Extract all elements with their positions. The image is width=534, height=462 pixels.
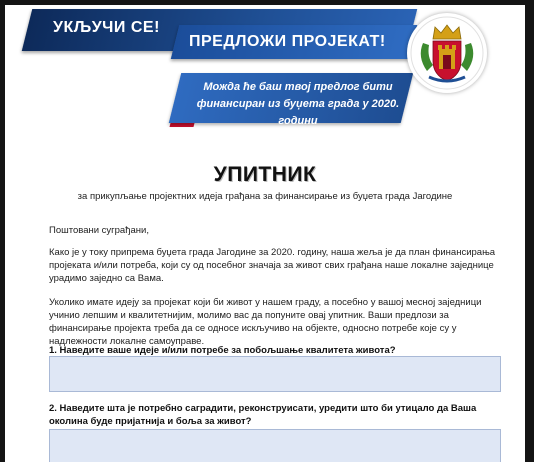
paragraph-2: Уколико имате идеју за пројекат који би живот у нашем граду, а посебно у вашој месној заједници учинио лепшим и квалитетнијим, молимо вас да попуните овај упитник. Ваши предлози за финансирање пројекта треба да се односе искључиво на објекте, односно потребе које су у надлежности локалне самоуправе. bbox=[49, 297, 482, 347]
slogan-right: ПРЕДЛОЖИ ПРОЈЕКАТ! bbox=[189, 33, 386, 50]
banner-subtitle-line2: финансиран из буџета града у 2020. години bbox=[196, 98, 400, 127]
answer-field-2[interactable] bbox=[49, 429, 501, 462]
question-1: 1. Наведите ваше идеје и/или потребе за побољшање квалитета живота? bbox=[49, 345, 396, 356]
paragraph-1: Како је у току припрема буџета града Јагодине за 2020. годину, наша жеља је да план финансирања пројеката и/или потреба, који су од посебног значаја за живот свих грађана наше локалне заједнице урадимо заједно са Вама. bbox=[49, 247, 496, 284]
crest-emblem-icon bbox=[407, 13, 487, 93]
answer-field-1[interactable] bbox=[49, 356, 501, 392]
banner-subtitle bbox=[193, 79, 403, 130]
question-2: 2. Наведите шта је потребно саградити, реконструисати, уредити што би утицало да Ваша околина буде пријатнија и боља за живот? bbox=[49, 403, 477, 427]
city-crest-icon bbox=[407, 13, 487, 93]
document-subtitle: за прикупљање пројектних идеја грађана за финансирање из буџета града Јагодине bbox=[77, 191, 453, 202]
document-title: УПИТНИК bbox=[213, 163, 317, 186]
banner-subtitle-line1: Можда ће баш твој предлог бити bbox=[203, 81, 393, 93]
greeting: Поштовани суграђани, bbox=[49, 225, 149, 236]
questionnaire-page bbox=[5, 5, 525, 462]
slogan-left: УКЉУЧИ СЕ! bbox=[53, 19, 160, 36]
